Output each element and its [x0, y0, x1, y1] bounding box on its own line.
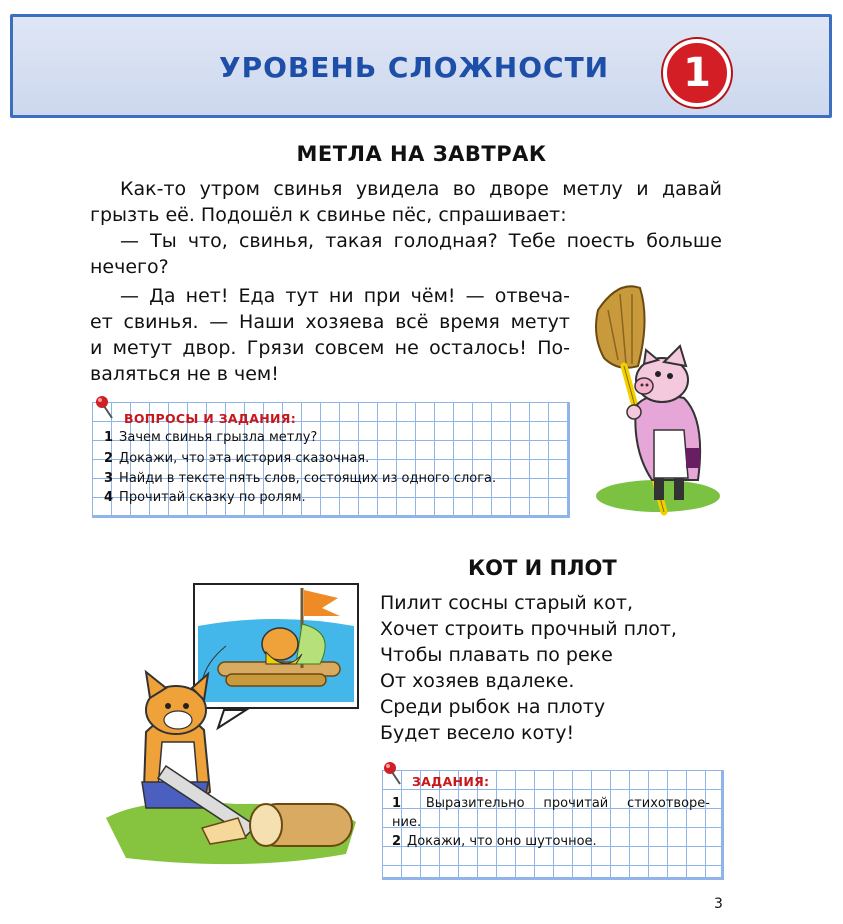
task-number: 1 [392, 796, 402, 811]
level-badge: 1 [663, 39, 731, 107]
pig-with-broom-illustration [588, 280, 728, 520]
poem-line: Среди рыбок на плоту [380, 696, 606, 718]
task-text: Найди в тексте пять слов, состоящих из одного слога. [119, 471, 497, 486]
task-item [104, 430, 317, 445]
task-number: 2 [104, 451, 114, 466]
story1-paragraph2 [90, 283, 570, 387]
pushpin-icon [92, 394, 116, 420]
task-number: 1 [104, 430, 114, 445]
task-text: Докажи, что эта история сказочная. [119, 451, 370, 466]
cat-sawing-log-illustration [106, 582, 366, 872]
story2-title: КОТ И ПЛОТ [468, 556, 617, 580]
task-item [104, 490, 306, 505]
story1-tasks-heading: ВОПРОСЫ И ЗАДАНИЯ: [124, 411, 297, 426]
poem-line: Чтобы плавать по реке [380, 644, 613, 666]
story1-line: ет свинья. — Наши хозяева всё время метут [90, 311, 570, 333]
task-number: 2 [392, 834, 402, 849]
task-text: Зачем свинья грызла метлу? [119, 430, 318, 445]
story2-tasks-heading: ЗАДАНИЯ: [412, 774, 490, 789]
story1-title: МЕТЛА НА ЗАВТРАК [296, 142, 547, 166]
pushpin-icon [380, 760, 404, 786]
task-number: 3 [104, 471, 114, 486]
poem-line: Пилит сосны старый кот, [380, 592, 634, 614]
task-text: Выразительно прочитай стихотворе- [425, 796, 710, 811]
story1-line: нечего? [90, 256, 169, 278]
task-item [104, 471, 496, 486]
header-title: УРОВЕНЬ СЛОЖНОСТИ [219, 51, 610, 84]
task-item [392, 834, 597, 849]
story1-line: Как-то утром свинья увидела во дворе метлу и давай [120, 178, 722, 200]
story1-line: — Да нет! Еда тут ни при чём! — отвеча- [120, 285, 570, 307]
task-item [104, 451, 369, 466]
story1-line: и метут двор. Грязи совсем не осталось! По- [90, 337, 570, 359]
poem-line: Хочет строить прочный плот, [380, 618, 677, 640]
task-text: ние. [392, 815, 422, 830]
task-text: Докажи, что оно шуточное. [407, 834, 597, 849]
poem-line: От хозяев вдалеке. [380, 670, 575, 692]
task-number: 4 [104, 490, 114, 505]
story1-line: валяться не в чем! [90, 363, 279, 385]
task-item [392, 796, 710, 811]
page-number: 3 [714, 896, 723, 912]
story1-paragraph1 [90, 176, 722, 280]
task-item [392, 815, 421, 830]
story1-line: — Ты что, свинья, такая голодная? Тебе поесть больше [120, 230, 722, 252]
level-header [10, 14, 832, 118]
poem-line: Будет весело коту! [380, 722, 575, 744]
story2-poem [380, 590, 677, 746]
task-text: Прочитай сказку по ролям. [119, 490, 306, 505]
story1-line: грызть её. Подошёл к свинье пёс, спрашивает: [90, 204, 567, 226]
